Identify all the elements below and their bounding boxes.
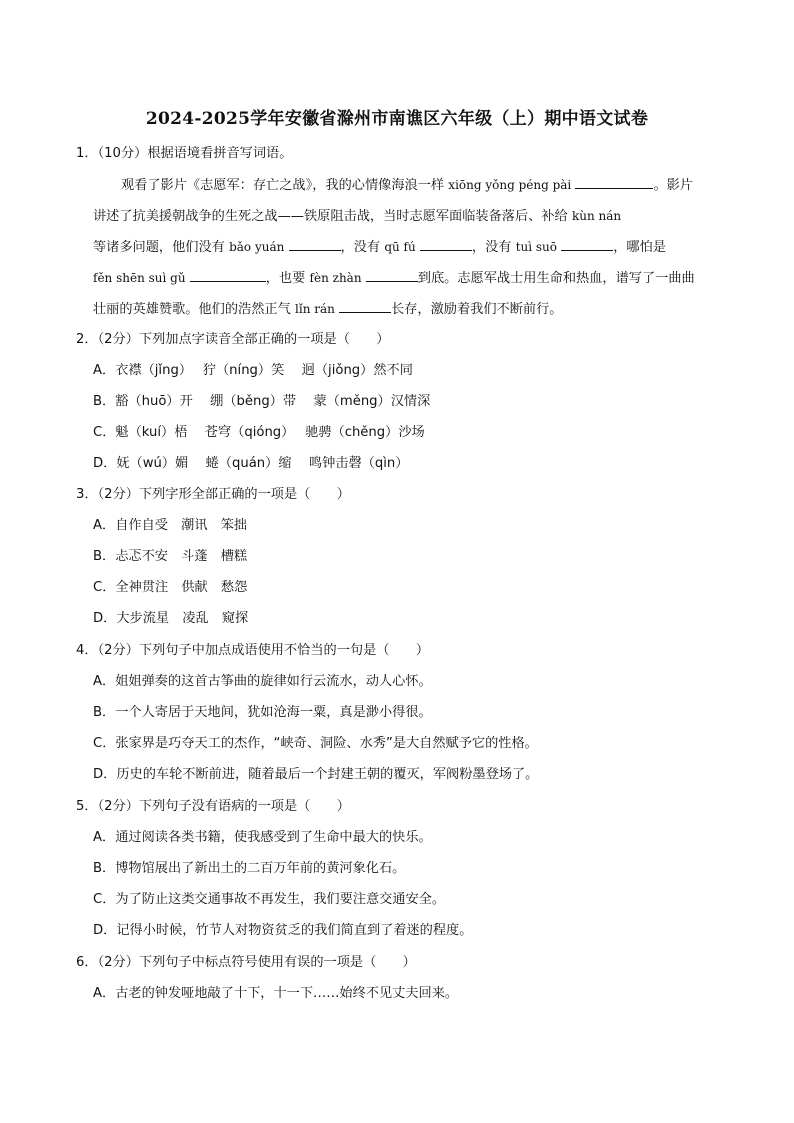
q5-option-a[interactable]: A．通过阅读各类书籍，使我感受到了生命中最大的快乐。 <box>93 830 432 845</box>
answer-blank[interactable] <box>561 237 613 251</box>
pinyin-prompt: fèn zhàn <box>309 271 362 285</box>
q4-option-b[interactable]: B．一个人寄居于天地间，犹如沧海一粟，真是渺小得很。 <box>93 705 432 720</box>
answer-blank[interactable] <box>339 299 391 313</box>
q1-paragraph-line-5 <box>93 299 743 320</box>
pinyin-prompt: tuì suō <box>515 240 558 254</box>
pinyin-prompt: xiōng yǒng péng pài <box>448 178 572 192</box>
question-6-heading: 6．（2分）下列句子中标点符号使用有误的一项是（ ） <box>76 955 416 970</box>
q1-text: ，没有 <box>471 240 512 255</box>
q2-option-c[interactable]: C．魁（kuí）梧 苍穹（qióng） 驰骋（chěng）沙场 <box>93 425 425 440</box>
answer-blank[interactable] <box>190 268 266 282</box>
q3-option-d[interactable]: D．大步流星 凌乱 窥探 <box>93 611 249 626</box>
q1-text: 观看了影片《志愿军：存亡之战》，我的心情像海浪一样 <box>121 178 445 193</box>
question-4-heading: 4．（2分）下列句子中加点成语使用不恰当的一句是（ ） <box>76 643 430 658</box>
q4-option-a[interactable]: A．姐姐弹奏的这首古筝曲的旋律如行云流水，动人心怀。 <box>93 674 432 689</box>
q2-option-b[interactable]: B．豁（huō）开 绷（běng）带 蒙（měng）汉情深 <box>93 394 431 409</box>
q1-text: 讲述了抗美援朝战争的生死之战——铁原阻击战，当时志愿军面临装备落后、补给 <box>93 209 568 224</box>
question-2-heading: 2．（2分）下列加点字读音全部正确的一项是（ ） <box>76 332 390 347</box>
q1-text: 到底。志愿军战士用生命和热血，谱写了一曲曲 <box>417 271 695 286</box>
answer-blank[interactable] <box>366 268 418 282</box>
q1-text: 。影片 <box>653 178 694 193</box>
q4-option-d[interactable]: D．历史的车轮不断前进，随着最后一个封建王朝的覆灭，军阀粉墨登场了。 <box>93 767 539 782</box>
q2-option-d[interactable]: D．妩（wú）媚 蜷（quán）缩 鸣钟击磬（qìn） <box>93 456 409 471</box>
q5-option-b[interactable]: B．博物馆展出了新出土的二百万年前的黄河象化石。 <box>93 861 406 876</box>
question-1-heading: 1．（10分）根据语境看拼音写词语。 <box>76 146 293 161</box>
pinyin-prompt: kùn nán <box>571 209 622 223</box>
q1-text: 等诸多问题，他们没有 <box>93 240 225 255</box>
pinyin-prompt: bǎo yuán <box>229 240 285 254</box>
q4-option-c[interactable]: C．张家界是巧夺天工的杰作，“峡奇、洞险、水秀”是大自然赋予它的性格。 <box>93 736 538 751</box>
q3-option-a[interactable]: A．自作自受 潮讯 笨拙 <box>93 518 248 533</box>
q6-option-a[interactable]: A．古老的钟发哑地敲了十下，十一下……始终不见丈夫回来。 <box>93 986 459 1001</box>
q1-paragraph-line-4 <box>93 268 743 289</box>
pinyin-prompt: lǐn rán <box>295 302 335 316</box>
answer-blank[interactable] <box>420 237 472 251</box>
q3-option-c[interactable]: C．全神贯注 供献 愁怨 <box>93 580 248 595</box>
q1-text: ，也要 <box>265 271 306 286</box>
q1-paragraph-line-1 <box>121 175 771 196</box>
q1-text: 壮丽的英雄赞歌。他们的浩然正气 <box>93 302 291 317</box>
answer-blank[interactable] <box>289 237 341 251</box>
q5-option-d[interactable]: D．记得小时候，竹节人对物资贫乏的我们简直到了着迷的程度。 <box>93 923 473 938</box>
page-title: 2024-2025学年安徽省滁州市南谯区六年级（上）期中语文试卷 <box>145 109 649 129</box>
q1-paragraph-line-3 <box>93 237 743 258</box>
pinyin-prompt: qū fú <box>384 240 416 254</box>
answer-blank[interactable] <box>575 175 653 189</box>
question-3-heading: 3．（2分）下列字形全部正确的一项是（ ） <box>76 487 350 502</box>
q5-option-c[interactable]: C．为了防止这类交通事故不再发生，我们要注意交通安全。 <box>93 892 446 907</box>
q1-text: ，哪怕是 <box>613 240 666 255</box>
q2-option-a[interactable]: A．衣襟（jǐng） 狞（níng）笑 迥（jiǒng）然不同 <box>93 363 413 378</box>
q1-text: ，没有 <box>340 240 381 255</box>
q3-option-b[interactable]: B．忐忑不安 斗蓬 槽糕 <box>93 549 248 564</box>
question-5-heading: 5．（2分）下列句子没有语病的一项是（ ） <box>76 799 350 814</box>
q1-text: 长存，激励着我们不断前行。 <box>391 302 563 317</box>
q1-paragraph-line-2 <box>93 206 743 227</box>
pinyin-prompt: fěn shēn suì gǔ <box>93 271 186 285</box>
